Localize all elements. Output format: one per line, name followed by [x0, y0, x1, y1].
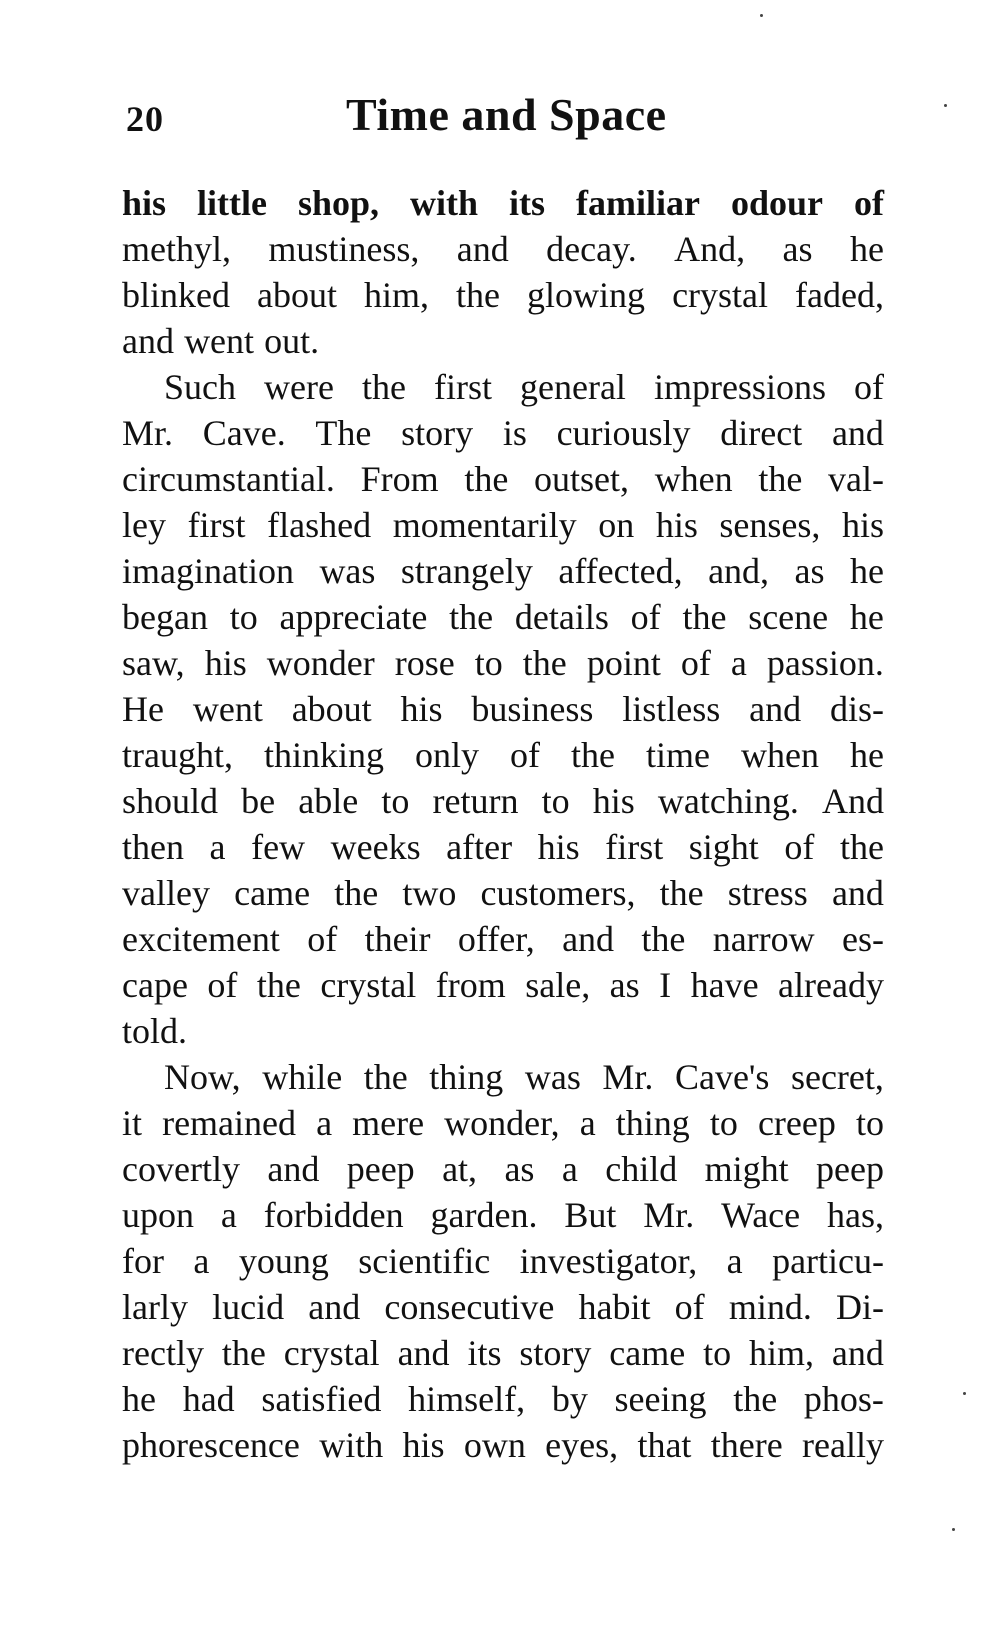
running-title: Time and Space: [346, 89, 667, 140]
scan-speck: [760, 14, 763, 17]
text-line: cape of the crystal from sale, as I have already: [122, 965, 884, 1005]
text-line: traught, thinking only of the time when he: [122, 735, 884, 775]
scan-speck: [952, 1528, 955, 1531]
text-line: blinked about him, the glowing crystal faded,: [122, 275, 884, 315]
text-line: Mr. Cave. The story is curiously direct and: [122, 413, 884, 453]
text-line: ley first flashed momentarily on his senses, his: [122, 505, 884, 545]
scan-speck: [963, 1392, 966, 1395]
body-text: [122, 180, 884, 1468]
text-line: told.: [122, 1011, 188, 1051]
page-number: 20: [126, 99, 164, 139]
text-line: began to appreciate the details of the scene he: [122, 597, 884, 637]
text-line: then a few weeks after his first sight of the: [122, 827, 884, 867]
text-line: circumstantial. From the outset, when the val-: [122, 459, 884, 499]
text-line: valley came the two customers, the stress and: [122, 873, 884, 913]
text-line: and went out.: [122, 321, 320, 361]
text-line: upon a forbidden garden. But Mr. Wace has,: [122, 1195, 884, 1235]
text-line: methyl, mustiness, and decay. And, as he: [122, 229, 884, 269]
text-line: rectly the crystal and its story came to him, and: [122, 1333, 884, 1373]
running-head: [126, 88, 886, 148]
text-line: phorescence with his own eyes, that there really: [122, 1425, 884, 1465]
text-line: his little shop, with its familiar odour of: [122, 183, 884, 223]
text-line: Now, while the thing was Mr. Cave's secret,: [164, 1057, 884, 1097]
text-line: he had satisfied himself, by seeing the phos-: [122, 1379, 884, 1419]
text-line: imagination was strangely affected, and, as he: [122, 551, 884, 591]
text-line: it remained a mere wonder, a thing to creep to: [122, 1103, 884, 1143]
text-line: covertly and peep at, as a child might peep: [122, 1149, 884, 1189]
text-line: saw, his wonder rose to the point of a passion.: [122, 643, 884, 683]
text-line: larly lucid and consecutive habit of mind. Di-: [122, 1287, 884, 1327]
text-line: should be able to return to his watching. And: [122, 781, 884, 821]
text-line: excitement of their offer, and the narrow es-: [122, 919, 884, 959]
text-line: Such were the first general impressions of: [164, 367, 884, 407]
scan-speck: [944, 104, 947, 107]
text-line: He went about his business listless and dis-: [122, 689, 884, 729]
text-line: for a young scientific investigator, a particu-: [122, 1241, 884, 1281]
